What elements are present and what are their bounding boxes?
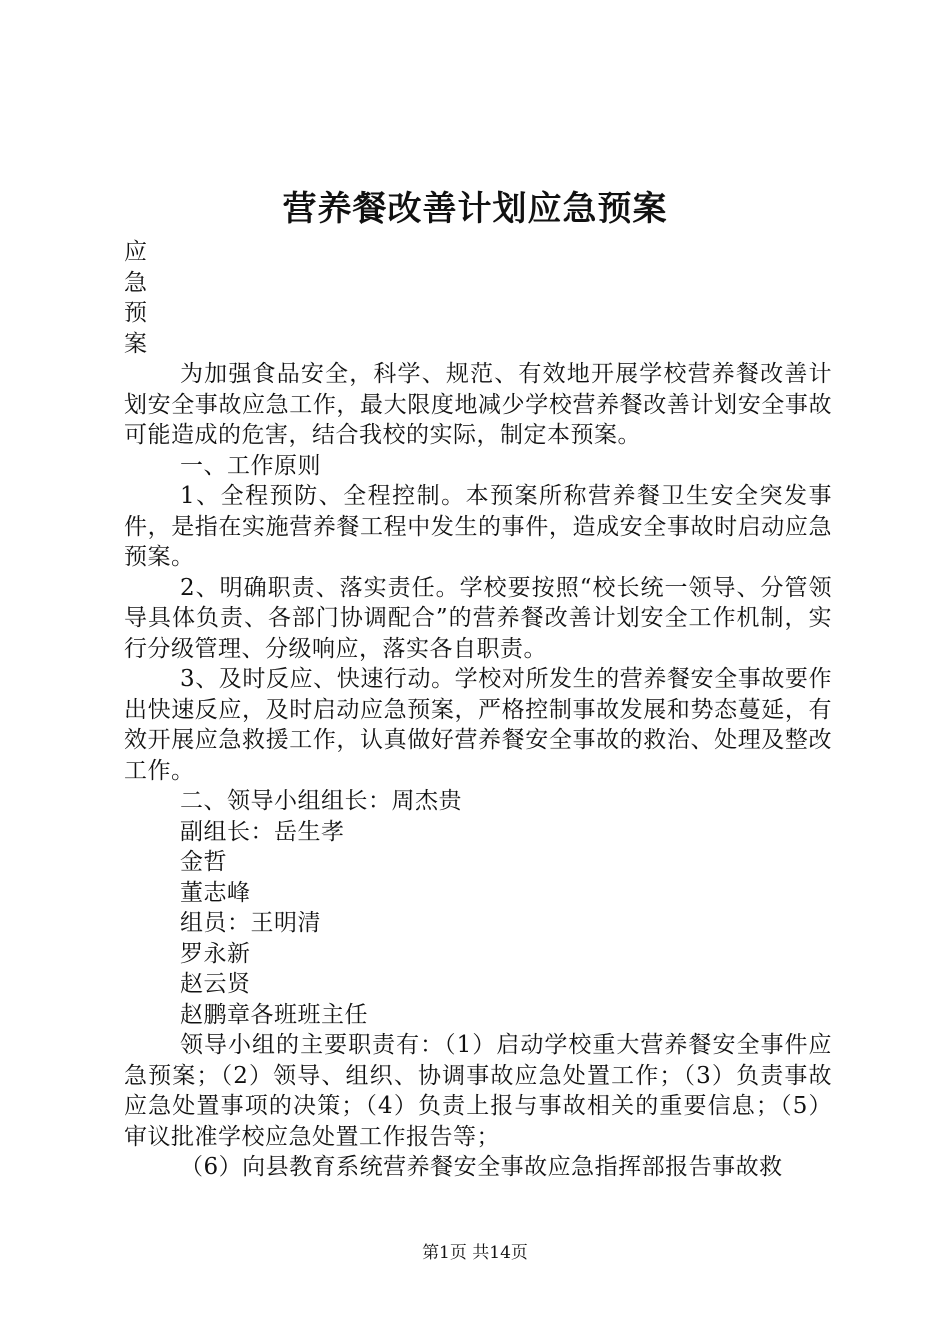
principle-paragraph-1: 1、全程预防、全程控制。本预案所称营养餐卫生安全突发事件，是指在实施营养餐工程中发生的事件，造成安全事故时启动应急预案。 xyxy=(124,483,832,570)
principle-paragraph-3: 3、及时反应、快速行动。学校对所发生的营养餐安全事故要作出快速反应，及时启动应急预案，严格控制事故发展和势态蔓延，有效开展应急救援工作，认真做好营养餐安全事故的救治、处理及整改工作。 xyxy=(124,666,832,784)
member-line: 罗永新 xyxy=(180,940,251,967)
page-footer: 第1页 共14页 xyxy=(422,1243,528,1263)
vertical-char: 应 xyxy=(124,239,148,265)
vertical-char: 急 xyxy=(124,269,148,296)
document-body xyxy=(124,237,832,1183)
section-heading-principles: 一、工作原则 xyxy=(180,452,321,479)
duties-paragraph: 领导小组的主要职责有：（1）启动学校重大营养餐安全事件应急预案；（2）领导、组织、协调事故应急处置工作；（3）负责事故应急处置事项的决策；（4）负责上报与事故相关的重要信息；（5）审议批准学校应急处置工作报告等； xyxy=(124,1032,832,1150)
member-line: 赵鹏章各班班主任 xyxy=(180,1001,368,1028)
deputy-leader-line: 金哲 xyxy=(180,849,227,875)
vertical-char: 案 xyxy=(124,330,148,357)
principle-paragraph-2: 2、明确职责、落实责任。学校要按照“校长统一领导、分管领导具体负责、各部门协调配合”的营养餐改善计划安全工作机制，实行分级管理、分级响应，落实各自职责。 xyxy=(124,574,832,662)
deputy-leader-line: 董志峰 xyxy=(180,879,251,906)
member-line: 赵云贤 xyxy=(180,971,251,997)
deputy-leader-line: 副组长：岳生孝 xyxy=(180,818,345,845)
duties-continued-paragraph: （6）向县教育系统营养餐安全事故应急指挥部报告事故救 xyxy=(180,1154,783,1180)
intro-paragraph: 为加强食品安全，科学、规范、有效地开展学校营养餐改善计划安全事故应急工作，最大限度地减少学校营养餐改善计划安全事故可能造成的危害，结合我校的实际，制定本预案。 xyxy=(124,361,832,448)
document-title: 营养餐改善计划应急预案 xyxy=(282,189,668,229)
member-line: 组员：王明清 xyxy=(180,910,321,936)
vertical-char: 预 xyxy=(124,300,148,326)
section-heading-leadership: 二、领导小组组长：周杰贵 xyxy=(180,788,462,814)
